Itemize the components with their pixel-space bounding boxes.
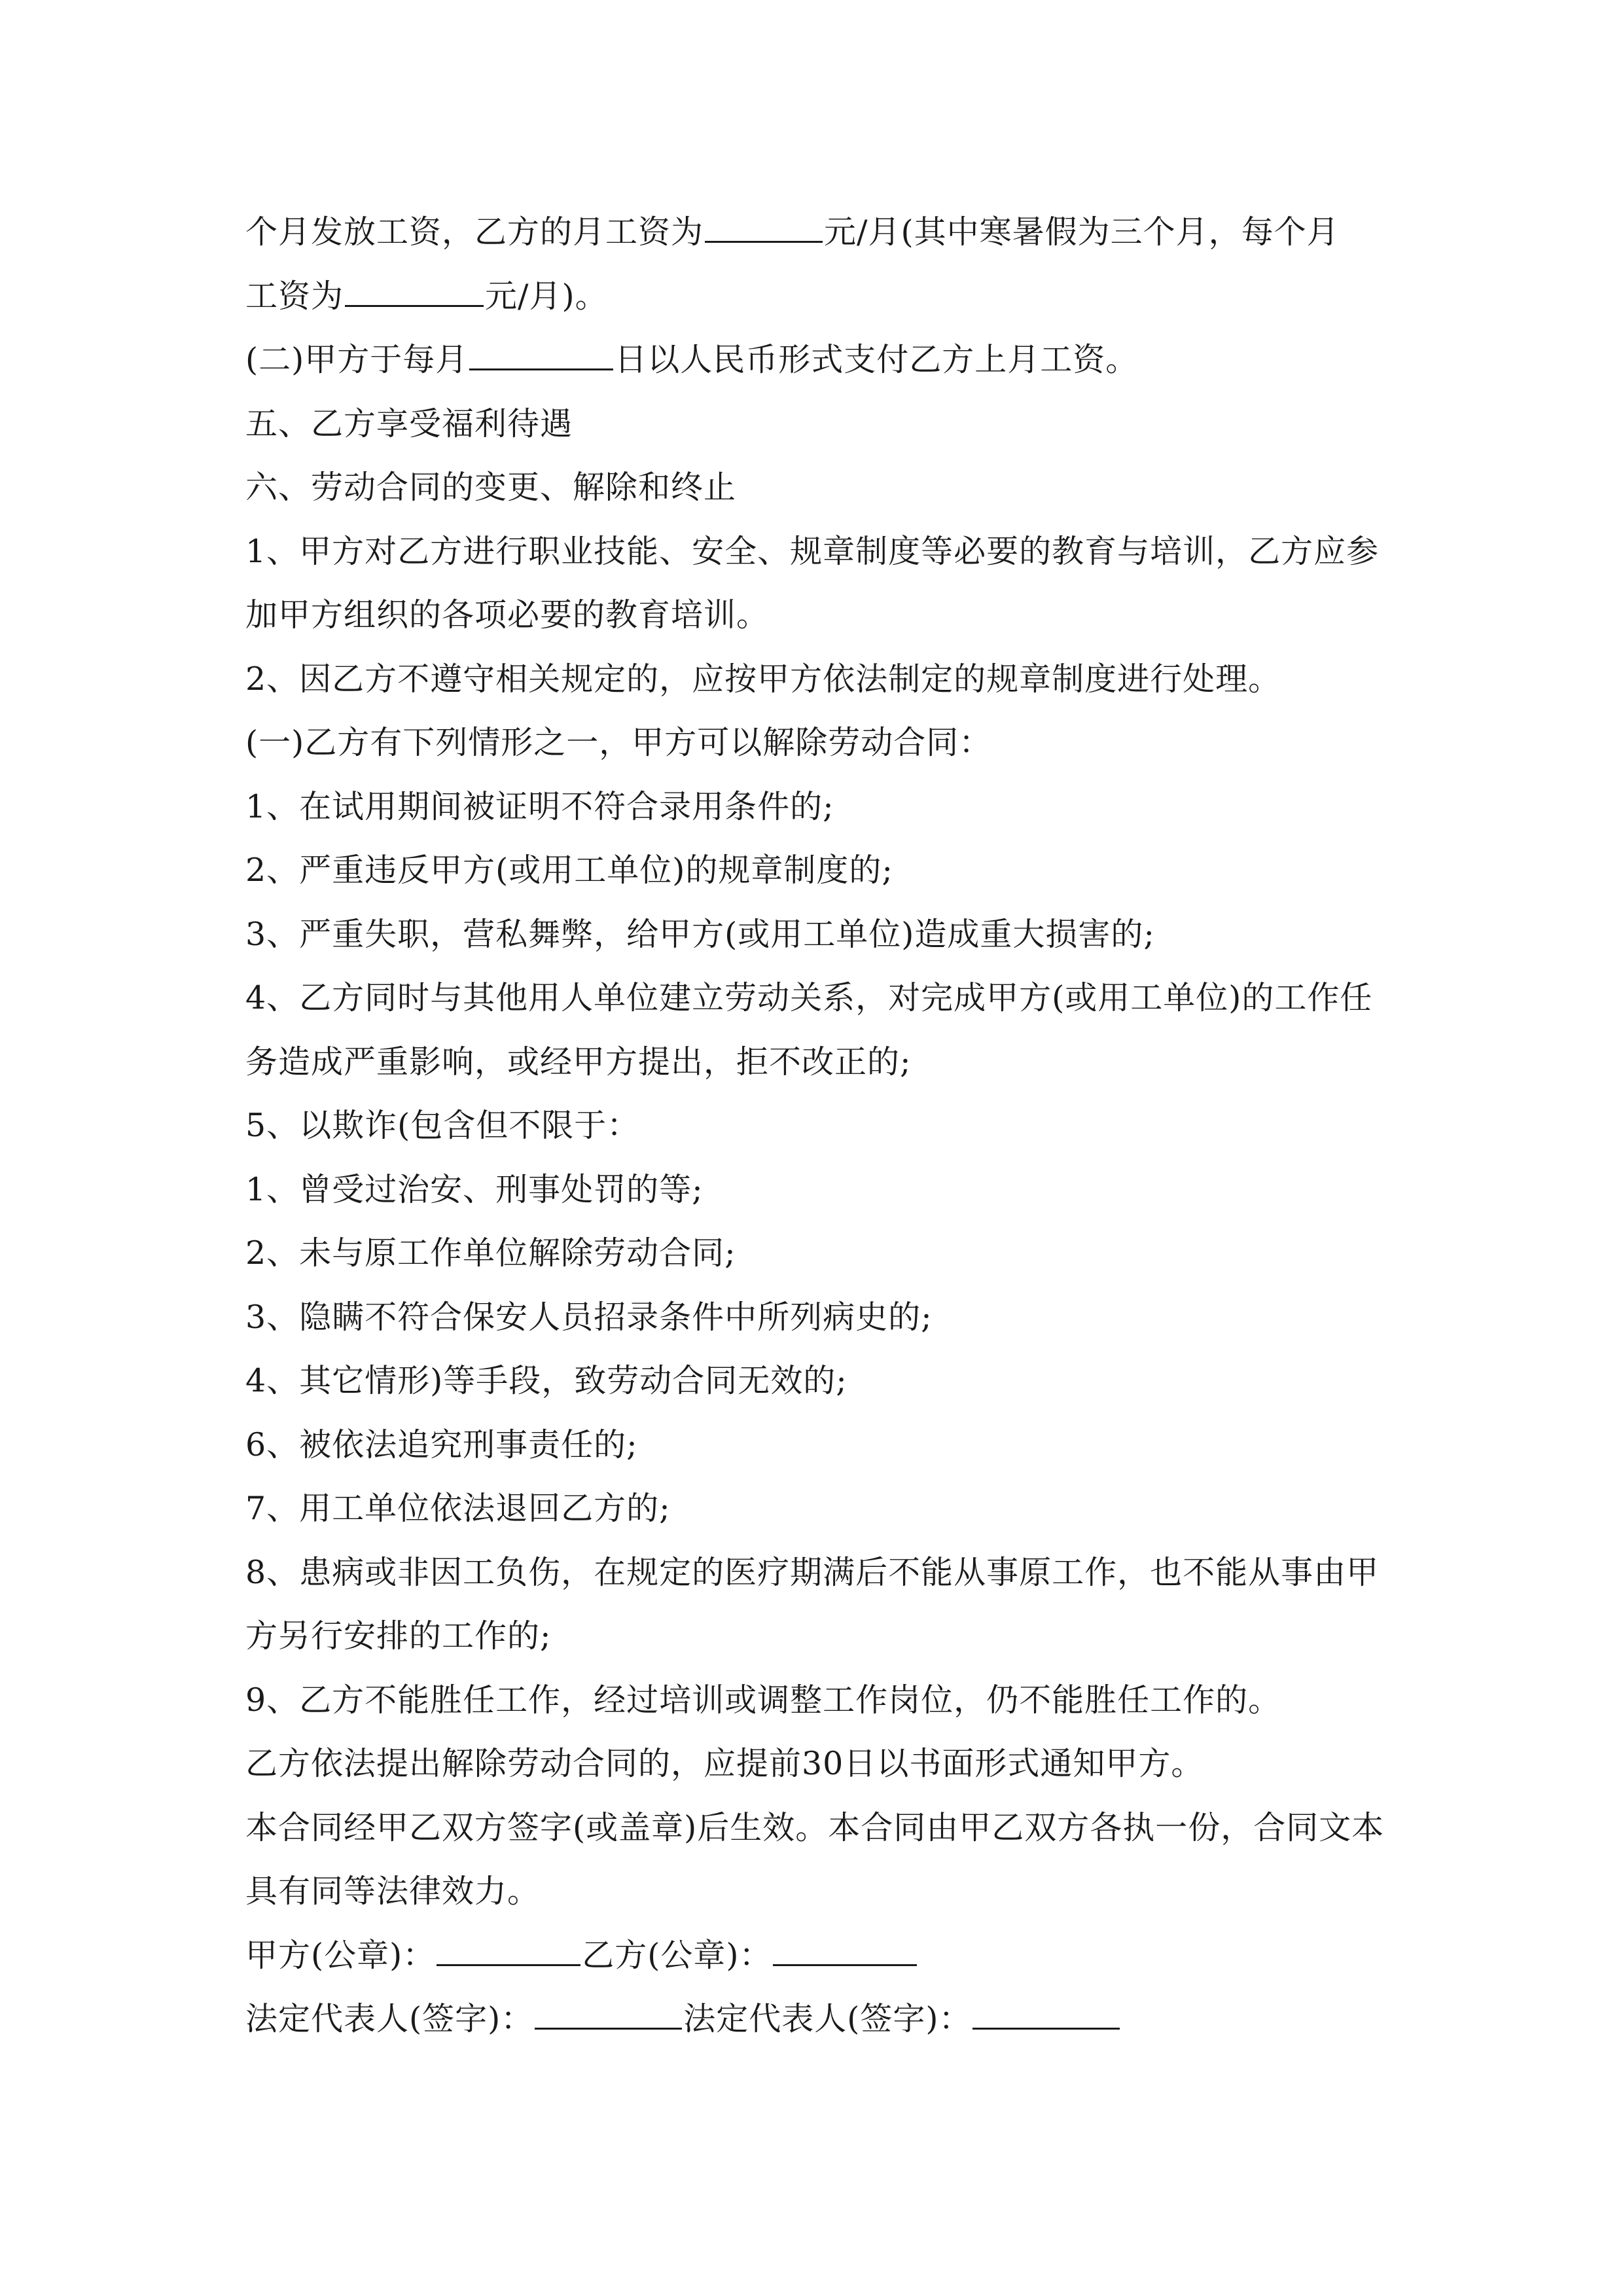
list-item: 2、严重违反甲方(或用工单位)的规章制度的; (245, 852, 893, 889)
list-item: 4、乙方同时与其他用人单位建立劳动关系，对完成甲方(或用工单位)的工作任 (245, 979, 1373, 1016)
signature-line-representative (245, 1987, 1384, 2051)
list-item: 1、曾受过治安、刑事处罚的等; (245, 1170, 704, 1208)
signature-line-seal (245, 1924, 1384, 1988)
list-item: 9、乙方不能胜任工作，经过培训或调整工作岗位，仍不能胜任工作的。 (245, 1681, 1281, 1719)
text-line: 加甲方组织的各项必要的教育培训。 (245, 596, 770, 634)
party-b-representative-label: 法定代表人(签字)： (683, 2000, 972, 2037)
party-b-seal-label: 乙方(公章)： (582, 1936, 772, 1974)
party-a-representative-label: 法定代表人(签字)： (245, 2000, 534, 2037)
fill-in-blank[interactable] (469, 341, 613, 370)
fill-in-blank[interactable] (345, 278, 484, 307)
party-b-signature-blank[interactable] (972, 2000, 1120, 2030)
party-a-seal-blank[interactable] (437, 1937, 580, 1966)
text-segment: 日以人民币形式支付乙方上月工资。 (615, 341, 1139, 378)
list-item: 1、在试用期间被证明不符合录用条件的; (245, 787, 834, 825)
text-line: 1、甲方对乙方进行职业技能、安全、规章制度等必要的教育与培训，乙方应参 (245, 532, 1380, 570)
text-segment: 个月发放工资，乙方的月工资为 (245, 213, 704, 251)
party-b-seal-blank[interactable] (773, 1937, 917, 1966)
text-line-salary (245, 200, 1384, 264)
text-line: 本合同经甲乙双方签字(或盖章)后生效。本合同由甲乙双方各执一份，合同文本 (245, 1808, 1385, 1846)
list-item: 3、严重失职，营私舞弊，给甲方(或用工单位)造成重大损害的; (245, 915, 1155, 953)
text-segment: (二)甲方于每月 (245, 341, 469, 378)
list-item: 4、其它情形)等手段，致劳动合同无效的; (245, 1362, 847, 1399)
text-segment: 元/月)。 (485, 277, 608, 315)
text-line: (一)乙方有下列情形之一，甲方可以解除劳动合同： (245, 724, 992, 761)
list-item: 7、用工单位依法退回乙方的; (245, 1490, 671, 1527)
fill-in-blank[interactable] (705, 213, 823, 243)
text-segment: 元/月(其中寒暑假为三个月，每个月 (824, 213, 1340, 251)
list-item: 5、以欺诈(包含但不限于： (245, 1107, 640, 1144)
list-item: 6、被依法追究刑事责任的; (245, 1426, 638, 1463)
list-item: 3、隐瞒不符合保安人员招录条件中所列病史的; (245, 1298, 933, 1336)
party-a-seal-label: 甲方(公章)： (245, 1936, 436, 1974)
list-item: 2、未与原工作单位解除劳动合同; (245, 1234, 736, 1272)
party-a-signature-blank[interactable] (535, 2000, 682, 2030)
text-line-salary-2 (245, 264, 1384, 329)
text-line: 2、因乙方不遵守相关规定的，应按甲方依法制定的规章制度进行处理。 (245, 660, 1281, 698)
section-heading: 五、乙方享受福利待遇 (245, 404, 573, 442)
text-line-payday (245, 328, 1384, 392)
contract-body (245, 200, 1384, 2051)
list-item: 方另行安排的工作的; (245, 1617, 552, 1655)
list-item: 8、患病或非因工负伤，在规定的医疗期满后不能从事原工作，也不能从事由甲 (245, 1553, 1380, 1591)
text-line: 具有同等法律效力。 (245, 1873, 541, 1910)
text-line: 乙方依法提出解除劳动合同的，应提前30日以书面形式通知甲方。 (245, 1745, 1204, 1782)
text-segment: 工资为 (245, 277, 344, 315)
section-heading: 六、劳动合同的变更、解除和终止 (245, 469, 737, 506)
list-item: 务造成严重影响，或经甲方提出，拒不改正的; (245, 1043, 912, 1081)
